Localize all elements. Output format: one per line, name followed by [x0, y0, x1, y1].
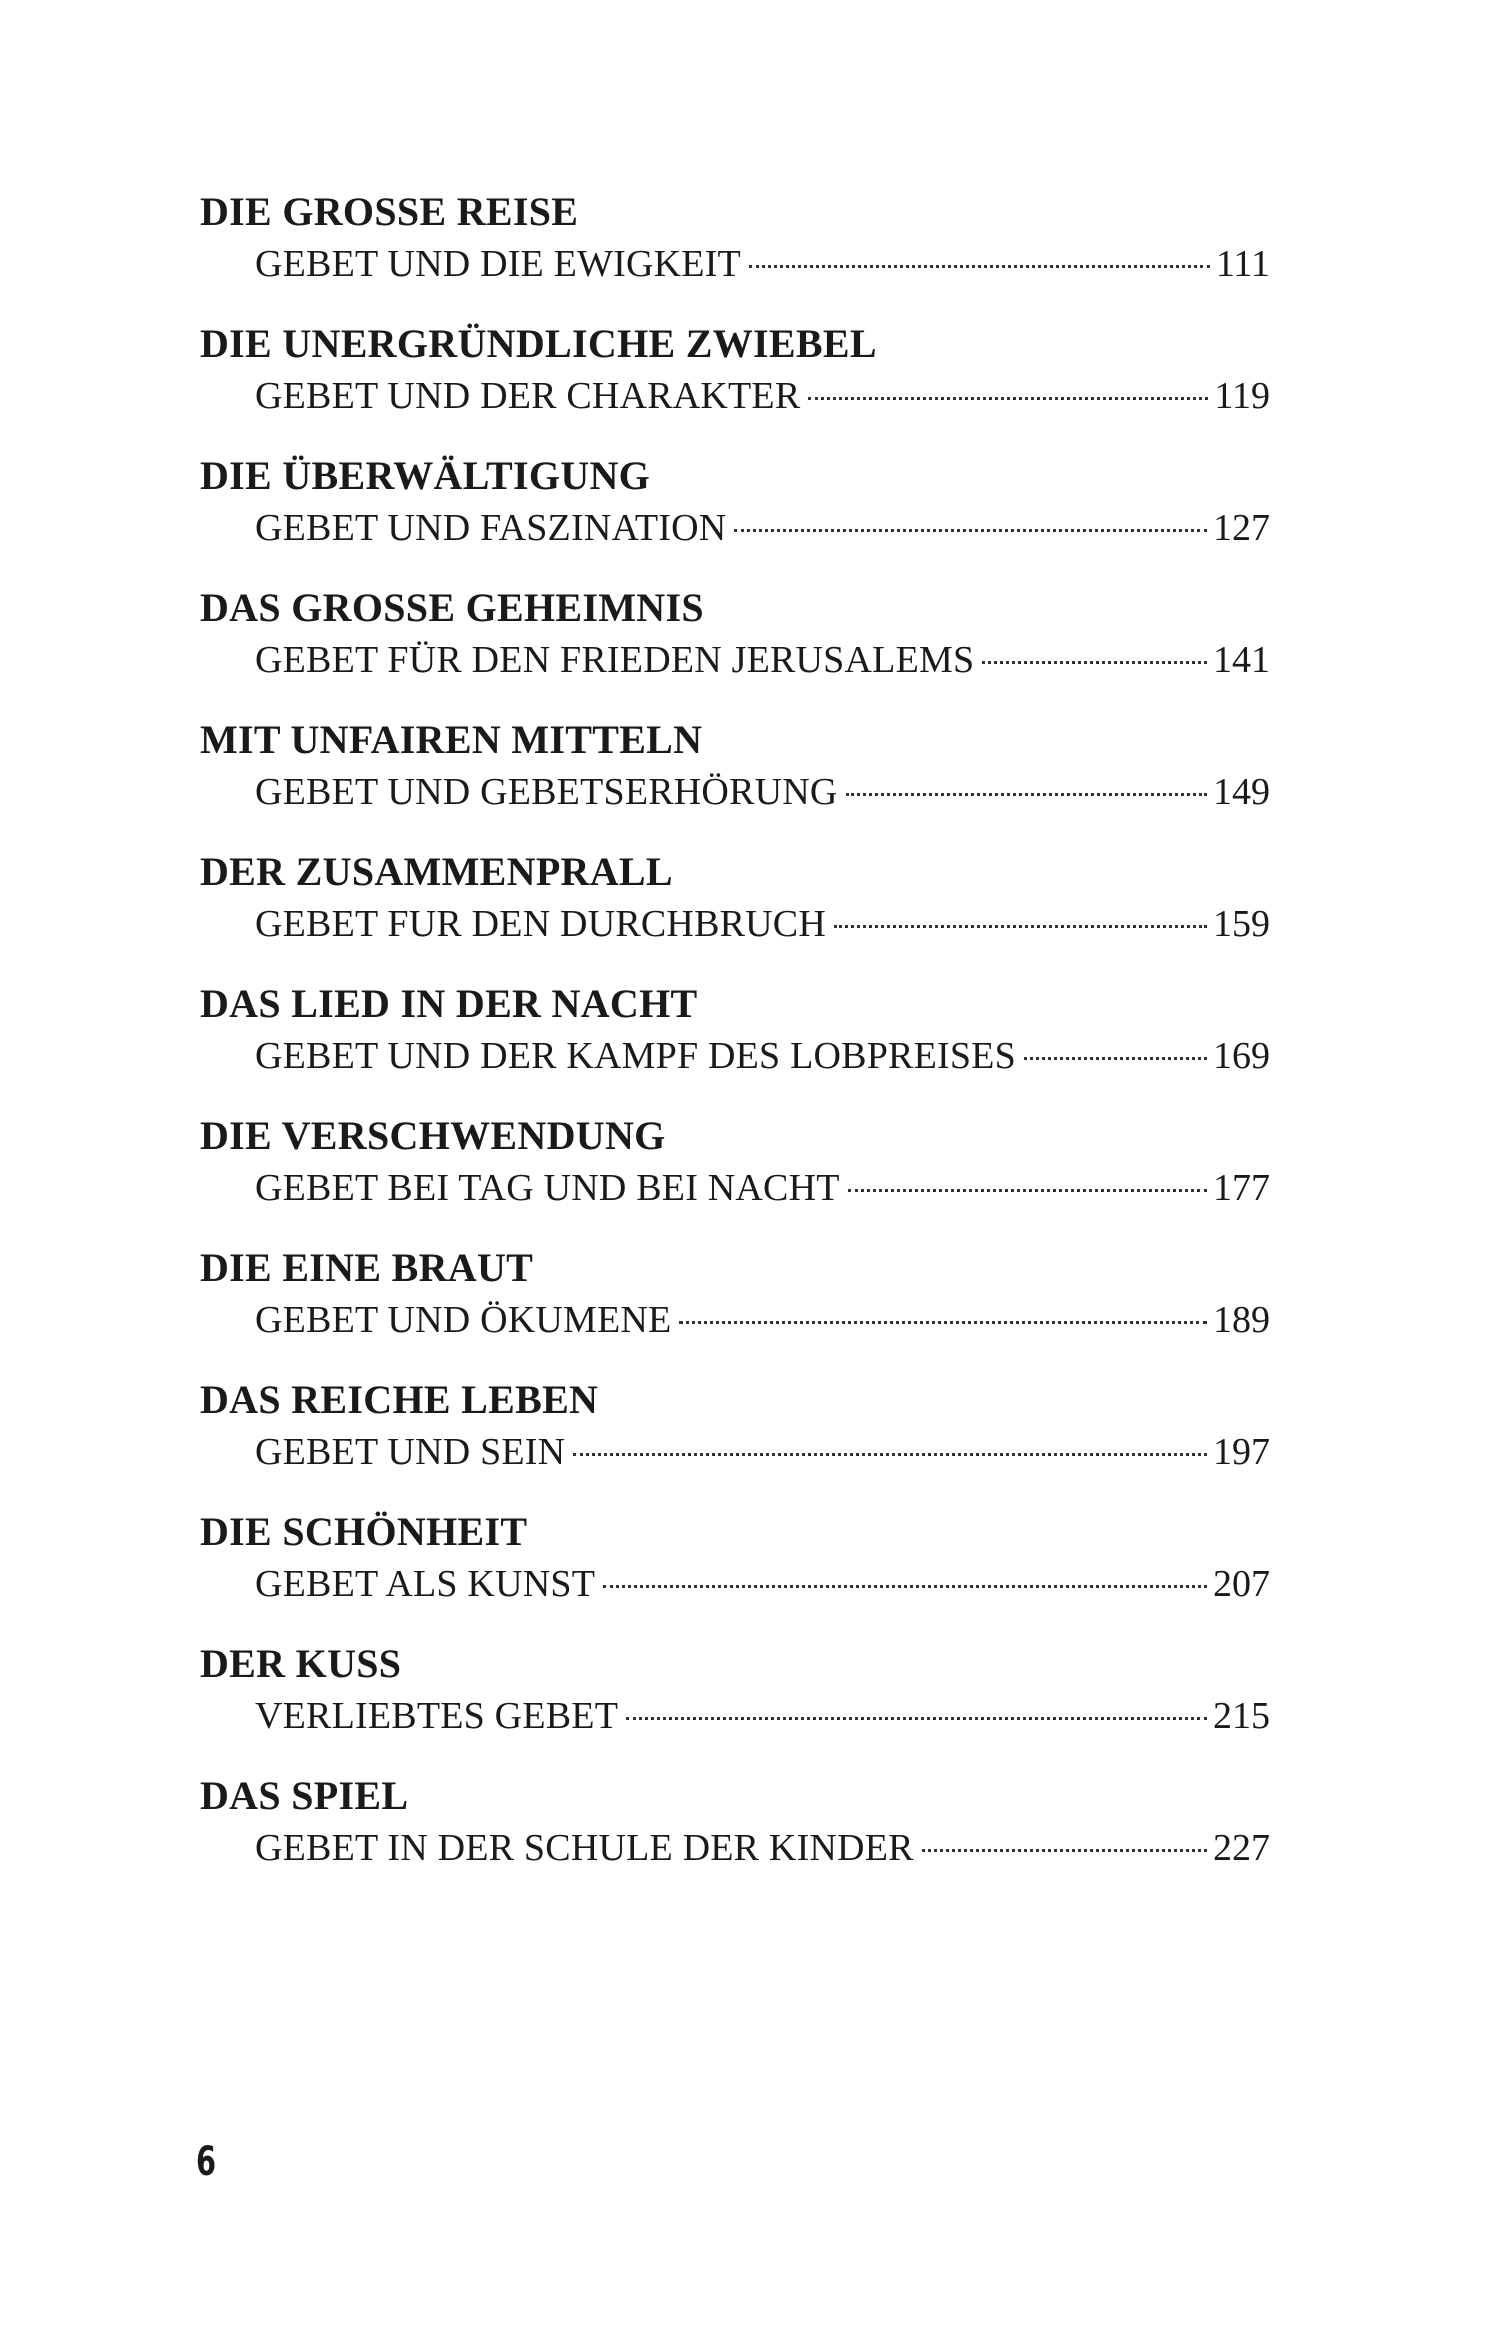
page-number: 159 — [1213, 903, 1270, 945]
chapter-line — [200, 1294, 1270, 1346]
table-of-contents — [200, 186, 1270, 1902]
dot-leader — [573, 1453, 1207, 1456]
page-number: 111 — [1215, 243, 1270, 285]
chapter-subtitle: GEBET FUR DEN DURCHBRUCH — [255, 903, 826, 945]
chapter-title: DAS LIED IN DER NACHT — [200, 981, 698, 1026]
chapter-line — [200, 1030, 1270, 1082]
page-number: 215 — [1213, 1695, 1270, 1737]
dot-leader — [626, 1717, 1207, 1720]
chapter-line — [200, 1690, 1270, 1742]
chapter-title: DIE GROSSE REISE — [200, 189, 579, 234]
chapter-line — [200, 1426, 1270, 1478]
chapter-subtitle: GEBET BEI TAG UND BEI NACHT — [255, 1167, 840, 1209]
page-number: 177 — [1213, 1167, 1270, 1209]
chapter-title: DIE ÜBERWÄLTIGUNG — [200, 453, 651, 498]
toc-entry[interactable] — [200, 714, 1270, 818]
toc-entry[interactable] — [200, 1638, 1270, 1742]
chapter-subtitle: GEBET UND DIE EWIGKEIT — [255, 243, 741, 285]
chapter-subtitle: GEBET UND GEBETSERHÖRUNG — [255, 771, 838, 813]
toc-entry[interactable] — [200, 1110, 1270, 1214]
chapter-subtitle: GEBET IN DER SCHULE DER KINDER — [255, 1827, 914, 1869]
page-number: 127 — [1213, 507, 1270, 549]
chapter-title: DIE SCHÖNHEIT — [200, 1509, 528, 1554]
dot-leader — [808, 397, 1208, 400]
toc-entry[interactable] — [200, 1242, 1270, 1346]
chapter-title: DIE EINE BRAUT — [200, 1245, 534, 1290]
page-number: 189 — [1213, 1299, 1270, 1341]
dot-leader — [749, 265, 1210, 268]
toc-entry[interactable] — [200, 1374, 1270, 1478]
chapter-title: DIE VERSCHWENDUNG — [200, 1113, 666, 1158]
toc-entry[interactable] — [200, 318, 1270, 422]
chapter-title: DAS SPIEL — [200, 1773, 409, 1818]
toc-entry[interactable] — [200, 450, 1270, 554]
page-number: 197 — [1213, 1431, 1270, 1473]
folio-page-number: 6 — [196, 2139, 217, 2185]
chapter-subtitle: GEBET UND FASZINATION — [255, 507, 727, 549]
dot-leader — [848, 1189, 1207, 1192]
chapter-subtitle: GEBET UND DER KAMPF DES LOBPREISES — [255, 1035, 1016, 1077]
toc-entry[interactable] — [200, 1506, 1270, 1610]
toc-entry[interactable] — [200, 186, 1270, 290]
toc-entry[interactable] — [200, 846, 1270, 950]
chapter-line — [200, 634, 1270, 686]
chapter-title: DER KUSS — [200, 1641, 402, 1686]
dot-leader — [846, 793, 1207, 796]
chapter-title: DAS GROSSE GEHEIMNIS — [200, 585, 704, 630]
toc-entry[interactable] — [200, 1770, 1270, 1874]
page-number: 207 — [1213, 1563, 1270, 1605]
dot-leader — [922, 1849, 1207, 1852]
chapter-title: DAS REICHE LEBEN — [200, 1377, 599, 1422]
chapter-title: DIE UNERGRÜNDLICHE ZWIEBEL — [200, 321, 877, 366]
page-number: 227 — [1213, 1827, 1270, 1869]
chapter-line — [200, 1822, 1270, 1874]
toc-entry[interactable] — [200, 978, 1270, 1082]
dot-leader — [1024, 1057, 1207, 1060]
dot-leader — [982, 661, 1207, 664]
chapter-line — [200, 370, 1270, 422]
dot-leader — [603, 1585, 1207, 1588]
chapter-line — [200, 502, 1270, 554]
chapter-subtitle: GEBET ALS KUNST — [255, 1563, 596, 1605]
chapter-subtitle: GEBET UND ÖKUMENE — [255, 1299, 672, 1341]
page-number: 141 — [1213, 639, 1270, 681]
chapter-line — [200, 238, 1270, 290]
chapter-title: MIT UNFAIREN MITTELN — [200, 717, 703, 762]
page-number: 149 — [1213, 771, 1270, 813]
toc-entry[interactable] — [200, 582, 1270, 686]
dot-leader — [734, 529, 1207, 532]
chapter-line — [200, 766, 1270, 818]
chapter-line — [200, 1162, 1270, 1214]
chapter-line — [200, 1558, 1270, 1610]
dot-leader — [834, 925, 1207, 928]
chapter-line — [200, 898, 1270, 950]
chapter-title: DER ZUSAMMENPRALL — [200, 849, 673, 894]
chapter-subtitle: GEBET FÜR DEN FRIEDEN JERUSALEMS — [255, 639, 975, 681]
page-number: 119 — [1214, 375, 1270, 417]
chapter-subtitle: GEBET UND SEIN — [255, 1431, 566, 1473]
page-number: 169 — [1213, 1035, 1270, 1077]
chapter-subtitle: VERLIEBTES GEBET — [255, 1695, 619, 1737]
dot-leader — [679, 1321, 1207, 1324]
chapter-subtitle: GEBET UND DER CHARAKTER — [255, 375, 801, 417]
